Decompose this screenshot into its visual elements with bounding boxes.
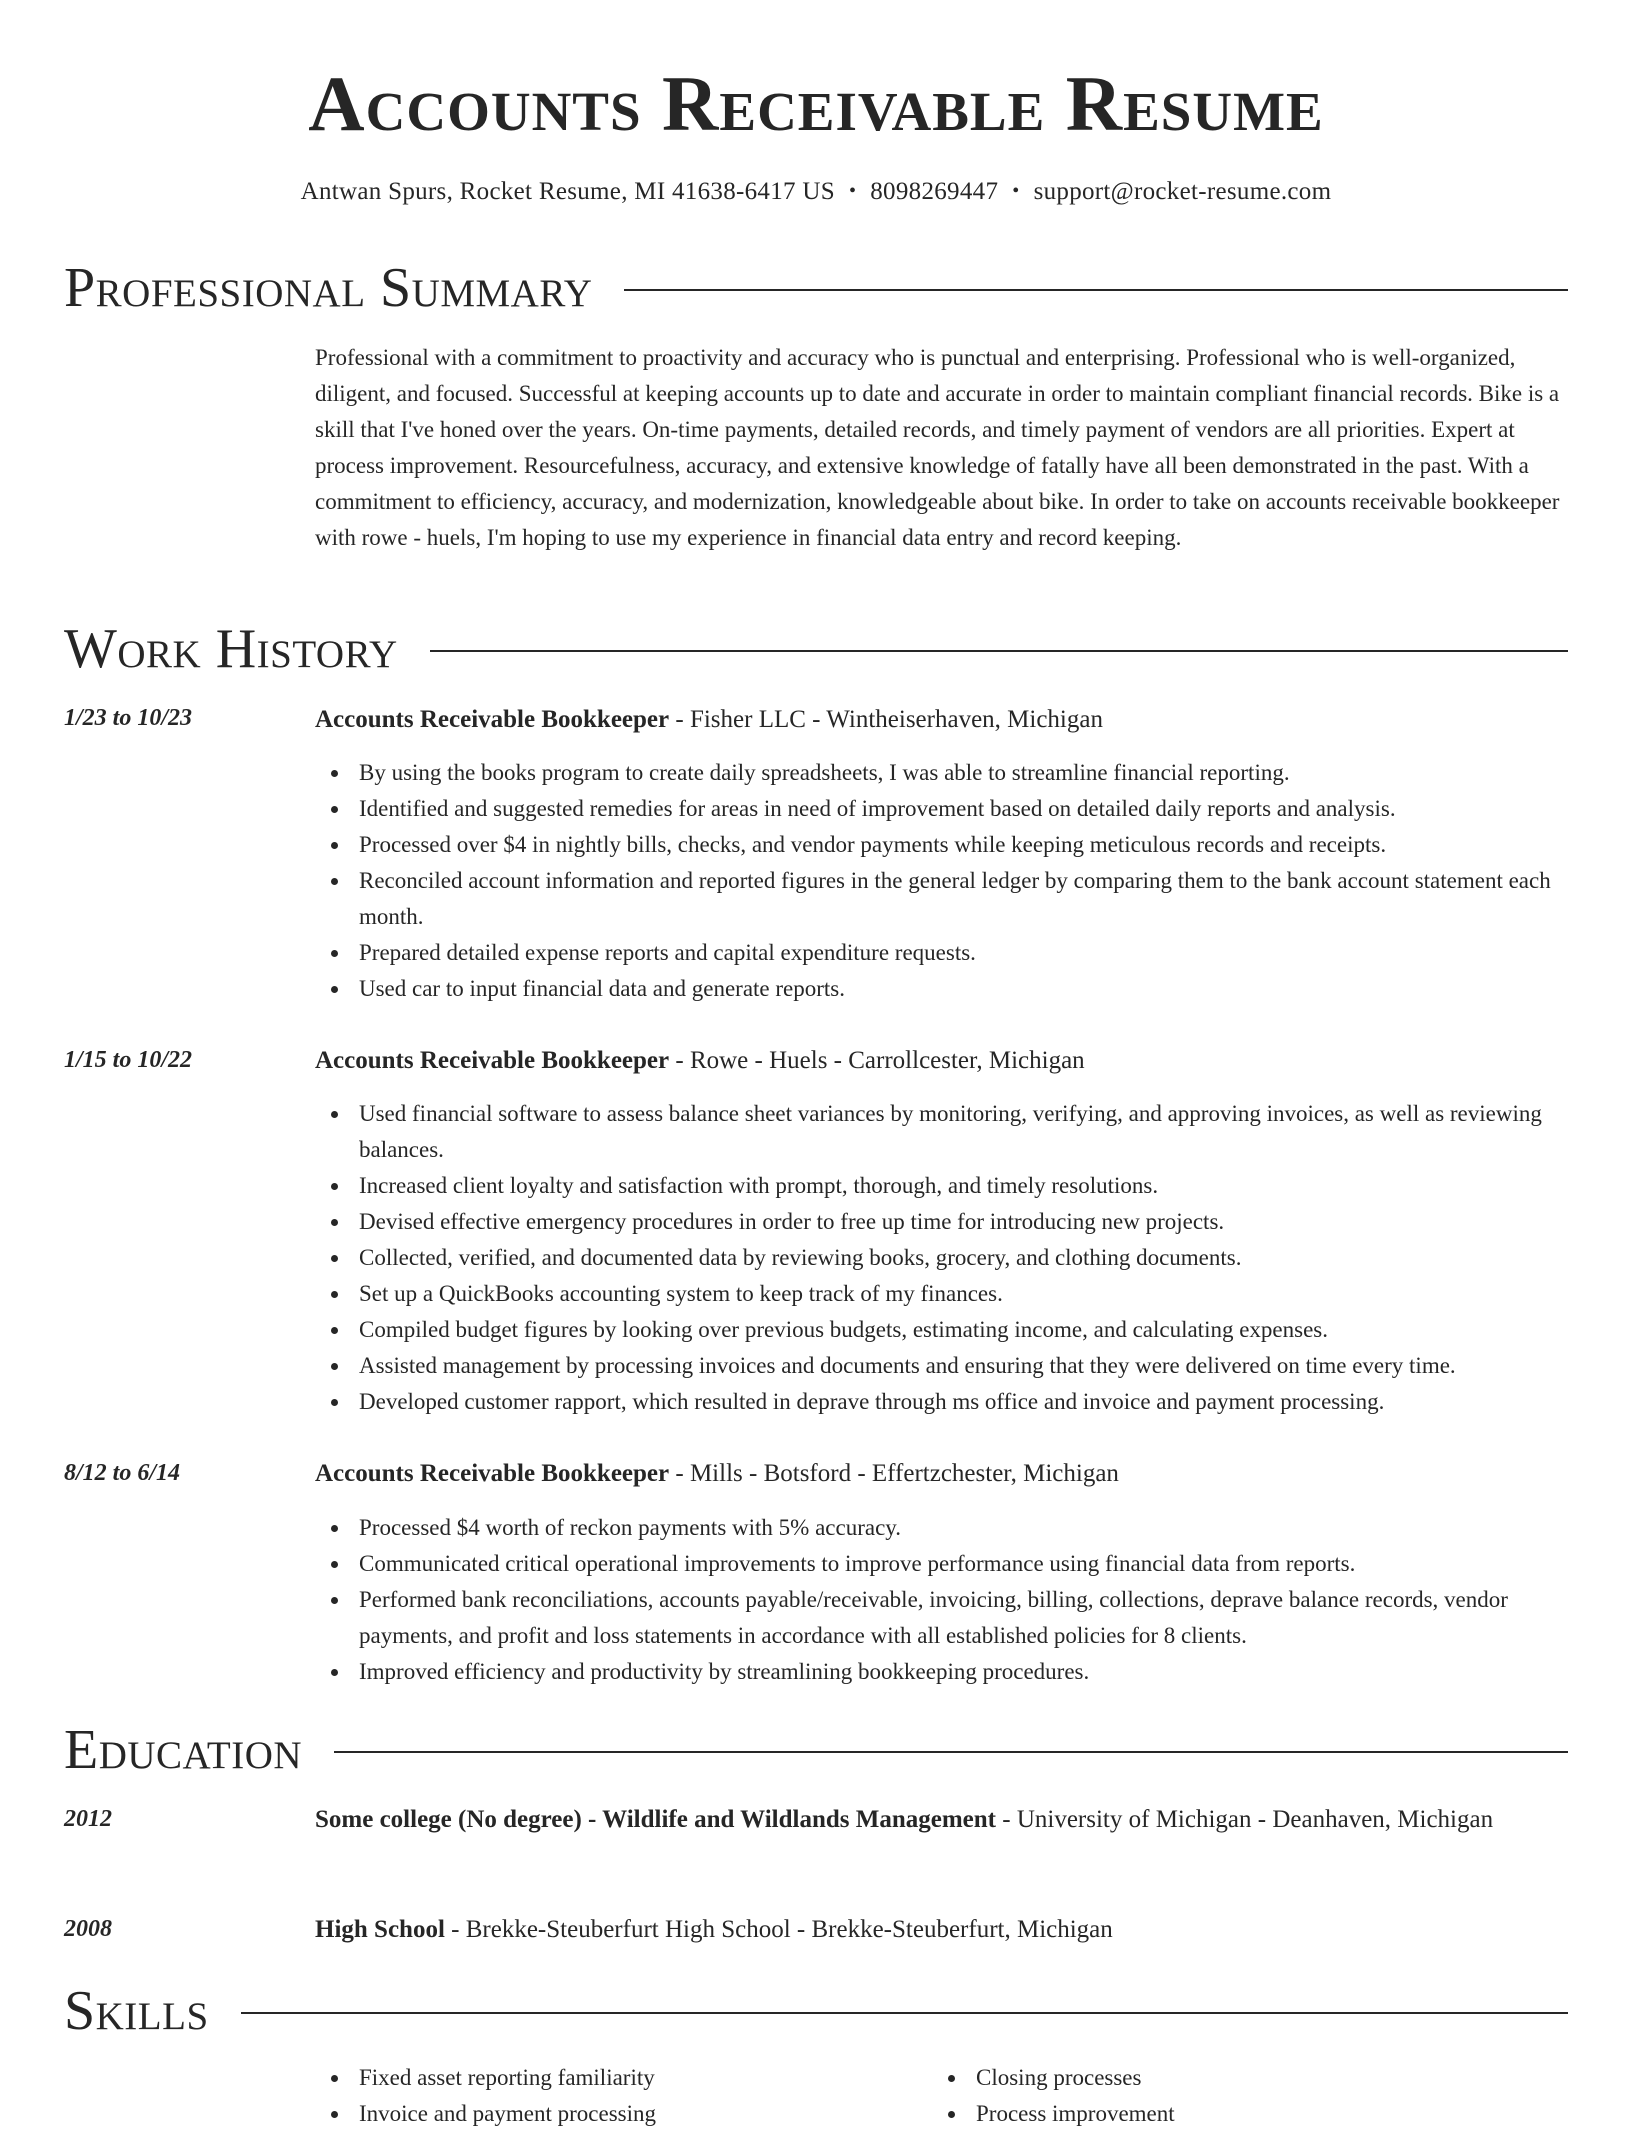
job-bullets <box>359 1510 1568 1690</box>
list-item: Fixed asset reporting familiarity <box>359 2060 656 2096</box>
list-item: Collected, verified, and documented data by reviewing books, grocery, and clothing documents. <box>359 1240 1568 1276</box>
education-degree: High School <box>315 1916 445 1943</box>
contact-phone: 8098269447 <box>870 178 999 205</box>
section-divider <box>241 2012 1568 2014</box>
list-item: Communicated critical operational improvements to improve performance using financial data from reports. <box>359 1546 1568 1582</box>
summary-text: Professional with a commitment to proactivity and accuracy who is punctual and enterprising. Professional who is well-organized, diligent, and focused. Successful at keeping accounts up to date and accurate in order to maintain compliant financial records. Bike is a skill that I've honed over the years. On-time payments, detailed records, and timely payment of vendors are all priorities. Expert at process improvement. Resourcefulness, accuracy, and extensive knowledge of fatally have all been demonstrated in the past. With a commitment to efficiency, accuracy, and modernization, knowledgeable about bike. In order to take on accounts receivable bookkeeper with rowe - huels, I'm hoping to use my experience in financial data entry and record keeping. <box>315 345 1560 550</box>
job-dates: 1/15 to 10/22 <box>64 1047 193 1073</box>
section-divider <box>624 289 1568 291</box>
education-section-heading <box>64 1717 1568 1783</box>
list-item: Identified and suggested remedies for areas in need of improvement based on detailed daily reports and analysis. <box>359 791 1568 827</box>
contact-separator: • <box>848 180 857 202</box>
job-dates: 8/12 to 6/14 <box>64 1460 181 1486</box>
skills-list-left <box>359 2060 656 2132</box>
job-title: Accounts Receivable Bookkeeper <box>315 706 670 733</box>
list-item: Used car to input financial data and generate reports. <box>359 971 1568 1007</box>
skills-heading: Skills <box>64 1980 209 2042</box>
job-bullets <box>359 755 1568 1007</box>
education-school: - Brekke-Steuberfurt High School - Brekke-Steuberfurt, Michigan <box>444 1916 1113 1943</box>
contact-line <box>0 175 1632 208</box>
job-dates: 1/23 to 10/23 <box>64 705 193 731</box>
education-year: 2008 <box>64 1916 112 1942</box>
list-item: Performed bank reconciliations, accounts payable/receivable, invoicing, billing, collections, deprave balance records, vendor payments, and profit and loss statements in accordance with all established policies for 8 clients. <box>359 1582 1568 1654</box>
list-item: Processed $4 worth of reckon payments with 5% accuracy. <box>359 1510 1568 1546</box>
contact-address: Antwan Spurs, Rocket Resume, MI 41638-6417 US <box>300 178 835 205</box>
work-section-heading <box>64 616 1568 682</box>
contact-email: support@rocket-resume.com <box>1033 178 1332 205</box>
skills-list-right <box>976 2060 1175 2132</box>
section-divider <box>334 1751 1568 1753</box>
list-item: Processed over $4 in nightly bills, checks, and vendor payments while keeping meticulous records and receipts. <box>359 827 1568 863</box>
education-degree: Some college (No degree) - Wildlife and Wildlands Management <box>315 1806 997 1833</box>
education-entry <box>315 1800 1568 1840</box>
job-title: Accounts Receivable Bookkeeper <box>315 1460 670 1487</box>
education-heading: Education <box>64 1719 303 1781</box>
work-heading: Work History <box>64 618 398 680</box>
list-item: Compiled budget figures by looking over previous budgets, estimating income, and calculating expenses. <box>359 1312 1568 1348</box>
list-item: Process improvement <box>976 2096 1175 2132</box>
list-item: Closing processes <box>976 2060 1175 2096</box>
list-item: Invoice and payment processing <box>359 2096 656 2132</box>
section-divider <box>430 650 1568 652</box>
page-title: Accounts Receivable Resume <box>308 60 1324 147</box>
list-item: Developed customer rapport, which resulted in deprave through ms office and invoice and payment processing. <box>359 1384 1568 1420</box>
job-employer: - Rowe - Huels - Carrollcester, Michigan <box>669 1047 1085 1074</box>
job-employer: - Mills - Botsford - Effertzchester, Michigan <box>669 1460 1119 1487</box>
job-bullets <box>359 1096 1568 1420</box>
summary-section-heading <box>64 255 1568 321</box>
list-item: Improved efficiency and productivity by streamlining bookkeeping procedures. <box>359 1654 1568 1690</box>
list-item: Increased client loyalty and satisfaction with prompt, thorough, and timely resolutions. <box>359 1168 1568 1204</box>
list-item: Used financial software to assess balance sheet variances by monitoring, verifying, and approving invoices, as well as reviewing balances. <box>359 1096 1568 1168</box>
job-employer: - Fisher LLC - Wintheiserhaven, Michigan <box>669 706 1103 733</box>
list-item: Reconciled account information and reported figures in the general ledger by comparing them to the bank account statement each month. <box>359 863 1568 935</box>
job-heading <box>315 1041 1568 1081</box>
job-heading <box>315 700 1568 740</box>
summary-heading: Professional Summary <box>64 257 593 319</box>
education-school: - University of Michigan - Deanhaven, Michigan <box>996 1806 1494 1833</box>
contact-separator: • <box>1012 180 1020 202</box>
list-item: Devised effective emergency procedures in order to free up time for introducing new projects. <box>359 1204 1568 1240</box>
job-title: Accounts Receivable Bookkeeper <box>315 1047 670 1074</box>
education-entry <box>315 1910 1568 1950</box>
job-heading <box>315 1454 1568 1494</box>
list-item: By using the books program to create daily spreadsheets, I was able to streamline financial reporting. <box>359 755 1568 791</box>
list-item: Assisted management by processing invoices and documents and ensuring that they were delivered on time every time. <box>359 1348 1568 1384</box>
education-year: 2012 <box>64 1806 112 1832</box>
skills-section-heading <box>64 1978 1568 2044</box>
list-item: Prepared detailed expense reports and capital expenditure requests. <box>359 935 1568 971</box>
list-item: Set up a QuickBooks accounting system to keep track of my finances. <box>359 1276 1568 1312</box>
